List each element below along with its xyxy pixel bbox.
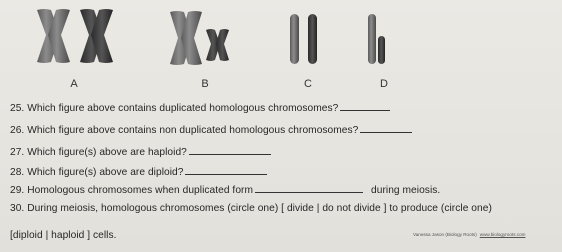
question-27 [10,145,271,158]
chromosome-figures [0,0,562,100]
question-29-text-after: during meiosis. [371,185,441,196]
question-27-text: 27. Which figure(s) above are haploid? [10,147,187,158]
question-28 [10,165,267,178]
question-26-text: 26. Which figure above contains non duplicated homologous chromosomes? [10,125,359,136]
answer-blank-28[interactable] [185,165,267,175]
answer-blank-29[interactable] [255,183,363,193]
figure-label-c: C [304,78,312,90]
question-25 [10,101,390,114]
question-29 [10,183,440,196]
figure-b-chromosomes [170,11,229,65]
question-30-line-2: [diploid | haploid ] cells. [10,230,117,241]
figure-label-b: B [201,78,209,90]
question-28-text: 28. Which figure(s) above are diploid? [10,167,184,178]
figure-c-chromosomes [290,14,317,64]
answer-blank-27[interactable] [189,145,271,155]
question-29-text-before: 29. Homologous chromosomes when duplicated form [10,185,254,196]
figure-label-d: D [380,78,388,90]
question-30-line-1: 30. During meiosis, homologous chromosomes (circle one) [ divide | do not divide ] to produce (circle one) [10,203,492,214]
question-25-text: 25. Which figure above contains duplicated homologous chromosomes? [10,103,339,114]
figure-d-chromosomes [368,14,385,64]
credit-author: Vanessa Jason (Biology Roots) [413,232,477,237]
figure-label-a: A [70,78,78,90]
credit-line [413,232,525,237]
credit-url[interactable]: www.biologyroots.com [479,232,526,237]
answer-blank-25[interactable] [340,101,390,111]
answer-blank-26[interactable] [360,123,412,133]
figure-a-chromosomes [37,9,113,63]
question-26 [10,123,412,136]
